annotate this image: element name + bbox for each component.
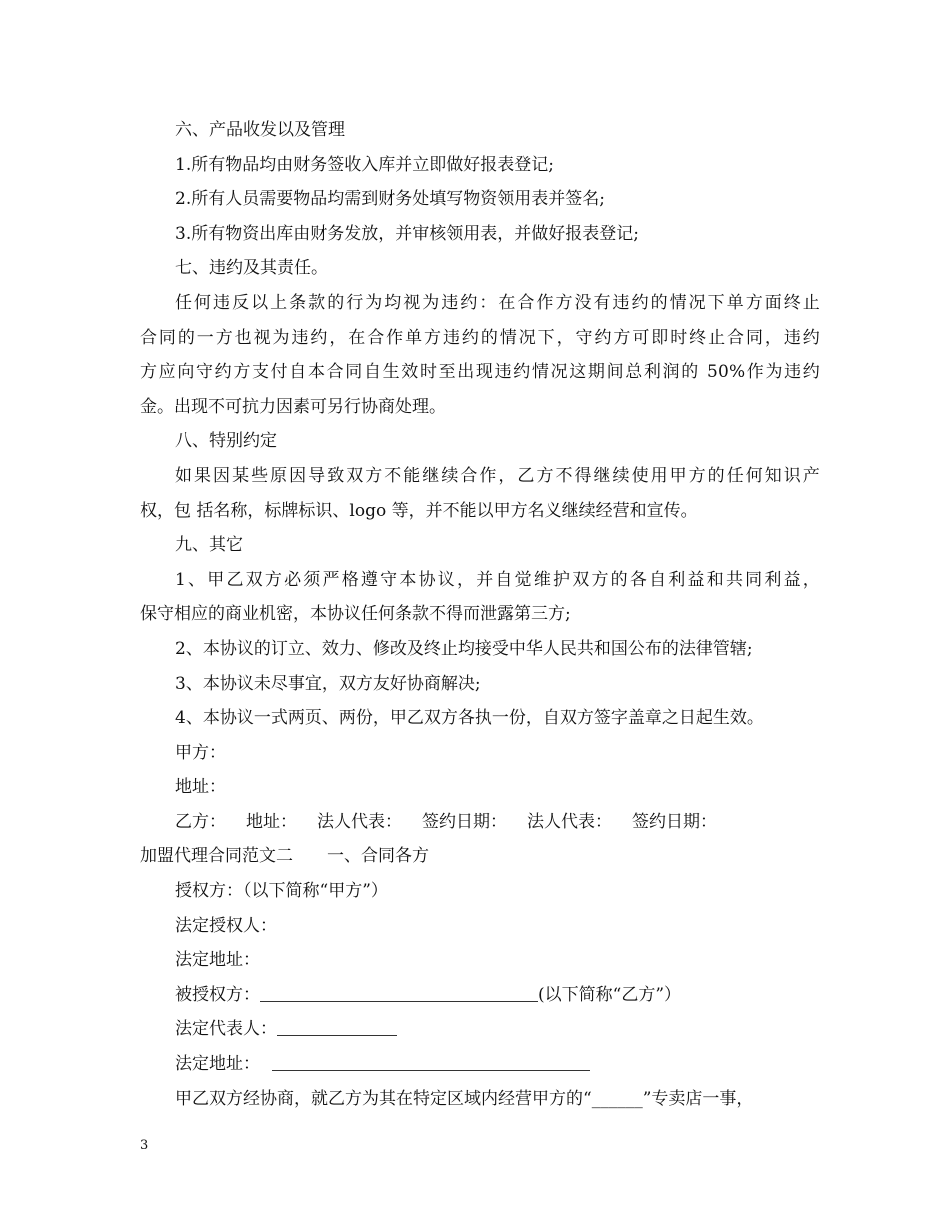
grantee-rep-label: 法定代表人： bbox=[175, 1019, 277, 1040]
section-7-paragraph-line-1: 任何违反以上条款的行为均视为违约：在合作方没有违约的情况下单方面终止 bbox=[175, 292, 820, 313]
party-b-label: 乙方： bbox=[175, 811, 226, 832]
grantee-name-blank bbox=[260, 985, 538, 1002]
section-6-item-3: 3.所有物资出库由财务发放，并审核领用表，并做好报表登记; bbox=[175, 223, 639, 244]
section-7-title: 七、违约及其责任。 bbox=[175, 258, 328, 279]
section-7-paragraph-line-2: 合同的一方也视为违约，在合作单方违约的情况下，守约方可即时终止合同，违约 bbox=[140, 327, 820, 348]
contract-2-title: 加盟代理合同范文二 bbox=[140, 846, 293, 867]
grantee-rep-line bbox=[140, 1012, 820, 1047]
section-9-item-2: 2、本协议的订立、效力、修改及终止均接受中华人民共和国公布的法律管辖; bbox=[175, 638, 753, 659]
grantor-line: 授权方：（以下简称“甲方”） bbox=[175, 881, 388, 902]
closing-line bbox=[140, 1082, 820, 1117]
section-9-title: 九、其它 bbox=[175, 535, 243, 556]
address-label: 地址： bbox=[175, 777, 226, 798]
grantee-line bbox=[140, 978, 820, 1013]
legal-rep-label-2: 法人代表： bbox=[527, 811, 612, 832]
contract-2-section-1-title: 一、合同各方 bbox=[327, 846, 429, 867]
section-6-item-2: 2.所有人员需要物品均需到财务处填写物资领用表并签名; bbox=[175, 189, 605, 210]
section-6-item-1: 1.所有物品均由财务签收入库并立即做好报表登记; bbox=[175, 154, 554, 175]
grantee-address-label: 法定地址： bbox=[175, 1054, 260, 1075]
page-number: 3 bbox=[140, 1138, 149, 1153]
signature-line bbox=[140, 805, 820, 840]
section-9-item-3: 3、本协议未尽事宜，双方友好协商解决; bbox=[175, 673, 481, 694]
section-8-paragraph-line-1: 如果因某些原因导致双方不能继续合作，乙方不得继续使用甲方的任何知识产 bbox=[175, 465, 820, 486]
closing-line-prefix: 甲乙双方经协商，就乙方为其在特定区域内经营甲方的“ bbox=[175, 1088, 592, 1109]
contract-2-heading-line bbox=[140, 839, 820, 874]
section-9-item-1-line-2: 保守相应的商业机密，本协议任何条款不得而泄露第三方; bbox=[140, 604, 571, 625]
section-6-title: 六、产品收发以及管理 bbox=[175, 120, 345, 140]
section-8-title: 八、特别约定 bbox=[175, 431, 277, 452]
section-8-paragraph-line-2: 权，包 括名称，标牌标识、logo 等，并不能以甲方名义继续经营和宣传。 bbox=[140, 500, 698, 521]
sign-date-label-2: 签约日期： bbox=[632, 811, 717, 832]
grantee-suffix: (以下简称“乙方”） bbox=[538, 984, 682, 1005]
section-7-paragraph-line-3: 方应向守约方支付自本合同自生效时至出现违约情况这期间总利润的 50%作为违约 bbox=[140, 362, 820, 383]
sign-date-label-1: 签约日期： bbox=[422, 811, 507, 832]
grantor-address-line: 法定地址： bbox=[175, 950, 260, 971]
section-7-paragraph-line-4: 金。出现不可抗力因素可另行协商处理。 bbox=[140, 396, 446, 417]
grantor-legal-person-line: 法定授权人： bbox=[175, 915, 277, 936]
grantee-address-line bbox=[140, 1047, 820, 1082]
section-9-item-1-line-1: 1、甲乙双方必须严格遵守本协议，并自觉维护双方的各自利益和共同利益， bbox=[175, 569, 820, 590]
grantee-rep-blank bbox=[277, 1019, 397, 1036]
legal-rep-label-1: 法人代表： bbox=[317, 811, 402, 832]
grantee-label: 被授权方： bbox=[175, 984, 260, 1005]
party-a-label: 甲方： bbox=[175, 742, 226, 763]
closing-line-blank: ______ bbox=[591, 1088, 643, 1109]
closing-line-suffix: ”专卖店一事， bbox=[642, 1088, 754, 1109]
party-b-address-label: 地址： bbox=[246, 811, 297, 832]
grantee-address-blank bbox=[272, 1054, 590, 1071]
section-9-item-4: 4、本协议一式两页、两份，甲乙双方各执一份，自双方签字盖章之日起生效。 bbox=[175, 708, 764, 729]
document-body bbox=[140, 113, 820, 1116]
